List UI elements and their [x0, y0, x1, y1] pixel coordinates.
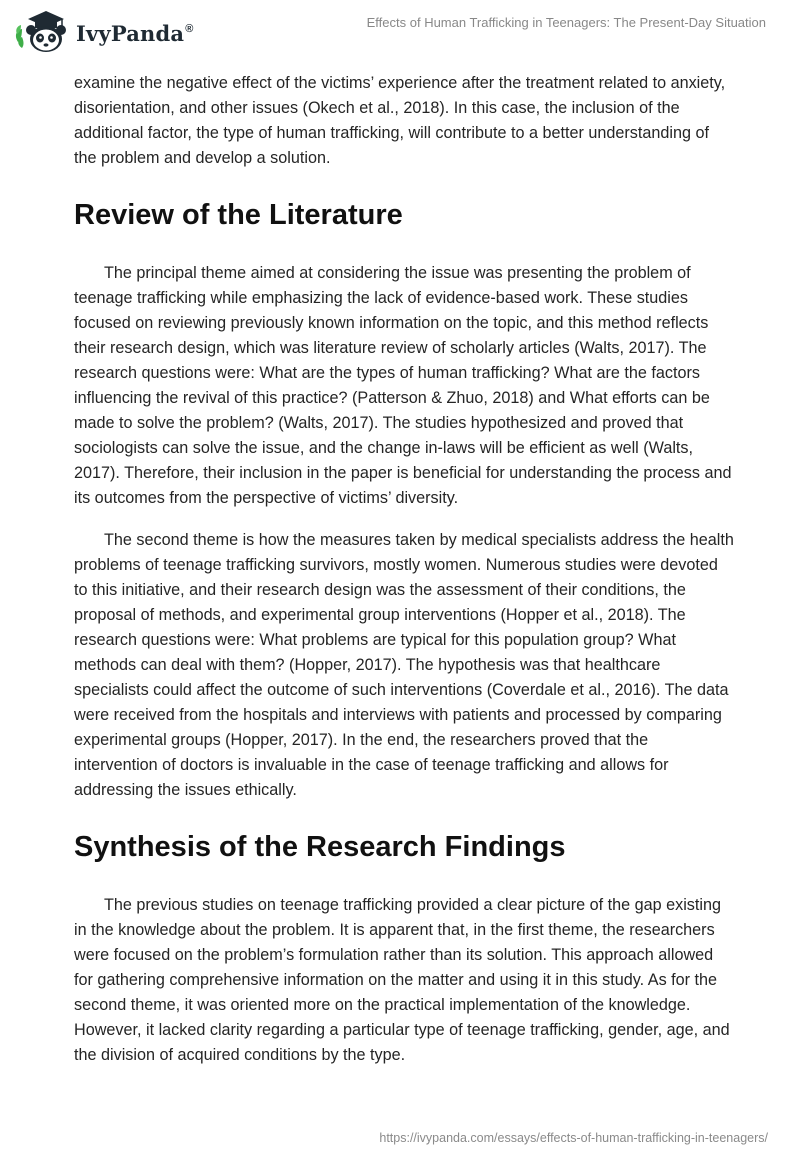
page-header	[0, 0, 800, 60]
literature-paragraph: The principal theme aimed at considering the issue was presenting the problem of teenage trafficking while emphasizing the lack of evidence-based work. These studies focused on reviewing previously known information on the topic, and this method reflects their research design, which was literature review of scholarly articles (Walts, 2017). The research questions were: What are the types of human trafficking? What are the factors influencing the revival of this practice? (Patterson & Zhuo, 2018) and What efforts can be made to solve the problem? (Walts, 2017). The studies hypothesized and proved that sociologists can solve the issue, and the change in-laws will be efficient as well (Walts, 2017). Therefore, their inclusion in the paper is beneficial for understanding the process and its outcomes from the perspective of victims’ diversity.	[74, 264, 732, 507]
panda-graduate-icon	[14, 8, 72, 54]
registered-mark: ®	[185, 22, 194, 35]
ivypanda-logo[interactable]	[14, 8, 194, 54]
document-title: Effects of Human Trafficking in Teenagers: The Present-Day Situation	[366, 15, 766, 30]
essay-content	[74, 71, 734, 1068]
synthesis-heading: Synthesis of the Research Findings	[74, 831, 566, 863]
literature-heading: Review of the Literature	[74, 199, 403, 231]
synthesis-paragraph: The previous studies on teenage trafficking provided a clear picture of the gap existing in the knowledge about the problem. It is apparent that, in the first theme, the researchers were focused on the problem’s formulation rather than its solution. This approach allowed for gathering comprehensive information on the matter and using it in this study. As for the second theme, it was oriented more on the practical implementation of the knowledge. However, it lacked clarity regarding a particular type of teenage trafficking, gender, age, and the division of acquired conditions by the type.	[74, 896, 730, 1064]
brand-name: IvyPanda®	[76, 20, 194, 46]
literature-paragraph: The second theme is how the measures taken by medical specialists address the health problems of teenage trafficking survivors, mostly women. Numerous studies were devoted to this initiative, and their research design was the assessment of their conditions, the proposal of methods, and experimental group interventions (Hopper et al., 2018). The research questions were: What problems are typical for this population group? What methods can deal with them? (Hopper, 2017). The hypothesis was that healthcare specialists could affect the outcome of such interventions (Coverdale et al., 2016). The data were received from the hospitals and interviews with patients and processed by comparing experimental groups (Hopper, 2017). In the end, the researchers proved that the intervention of doctors is invaluable in the case of teenage trafficking and allows for addressing the issues ethically.	[74, 531, 734, 799]
intro-paragraph: examine the negative effect of the victims’ experience after the treatment related to anxiety, disorientation, and other issues (Okech et al., 2018). In this case, the inclusion of the additional factor, the type of human trafficking, will contribute to a better understanding of the problem and develop a solution.	[74, 74, 726, 167]
source-url[interactable]: https://ivypanda.com/essays/effects-of-human-trafficking-in-teenagers/	[379, 1131, 768, 1145]
